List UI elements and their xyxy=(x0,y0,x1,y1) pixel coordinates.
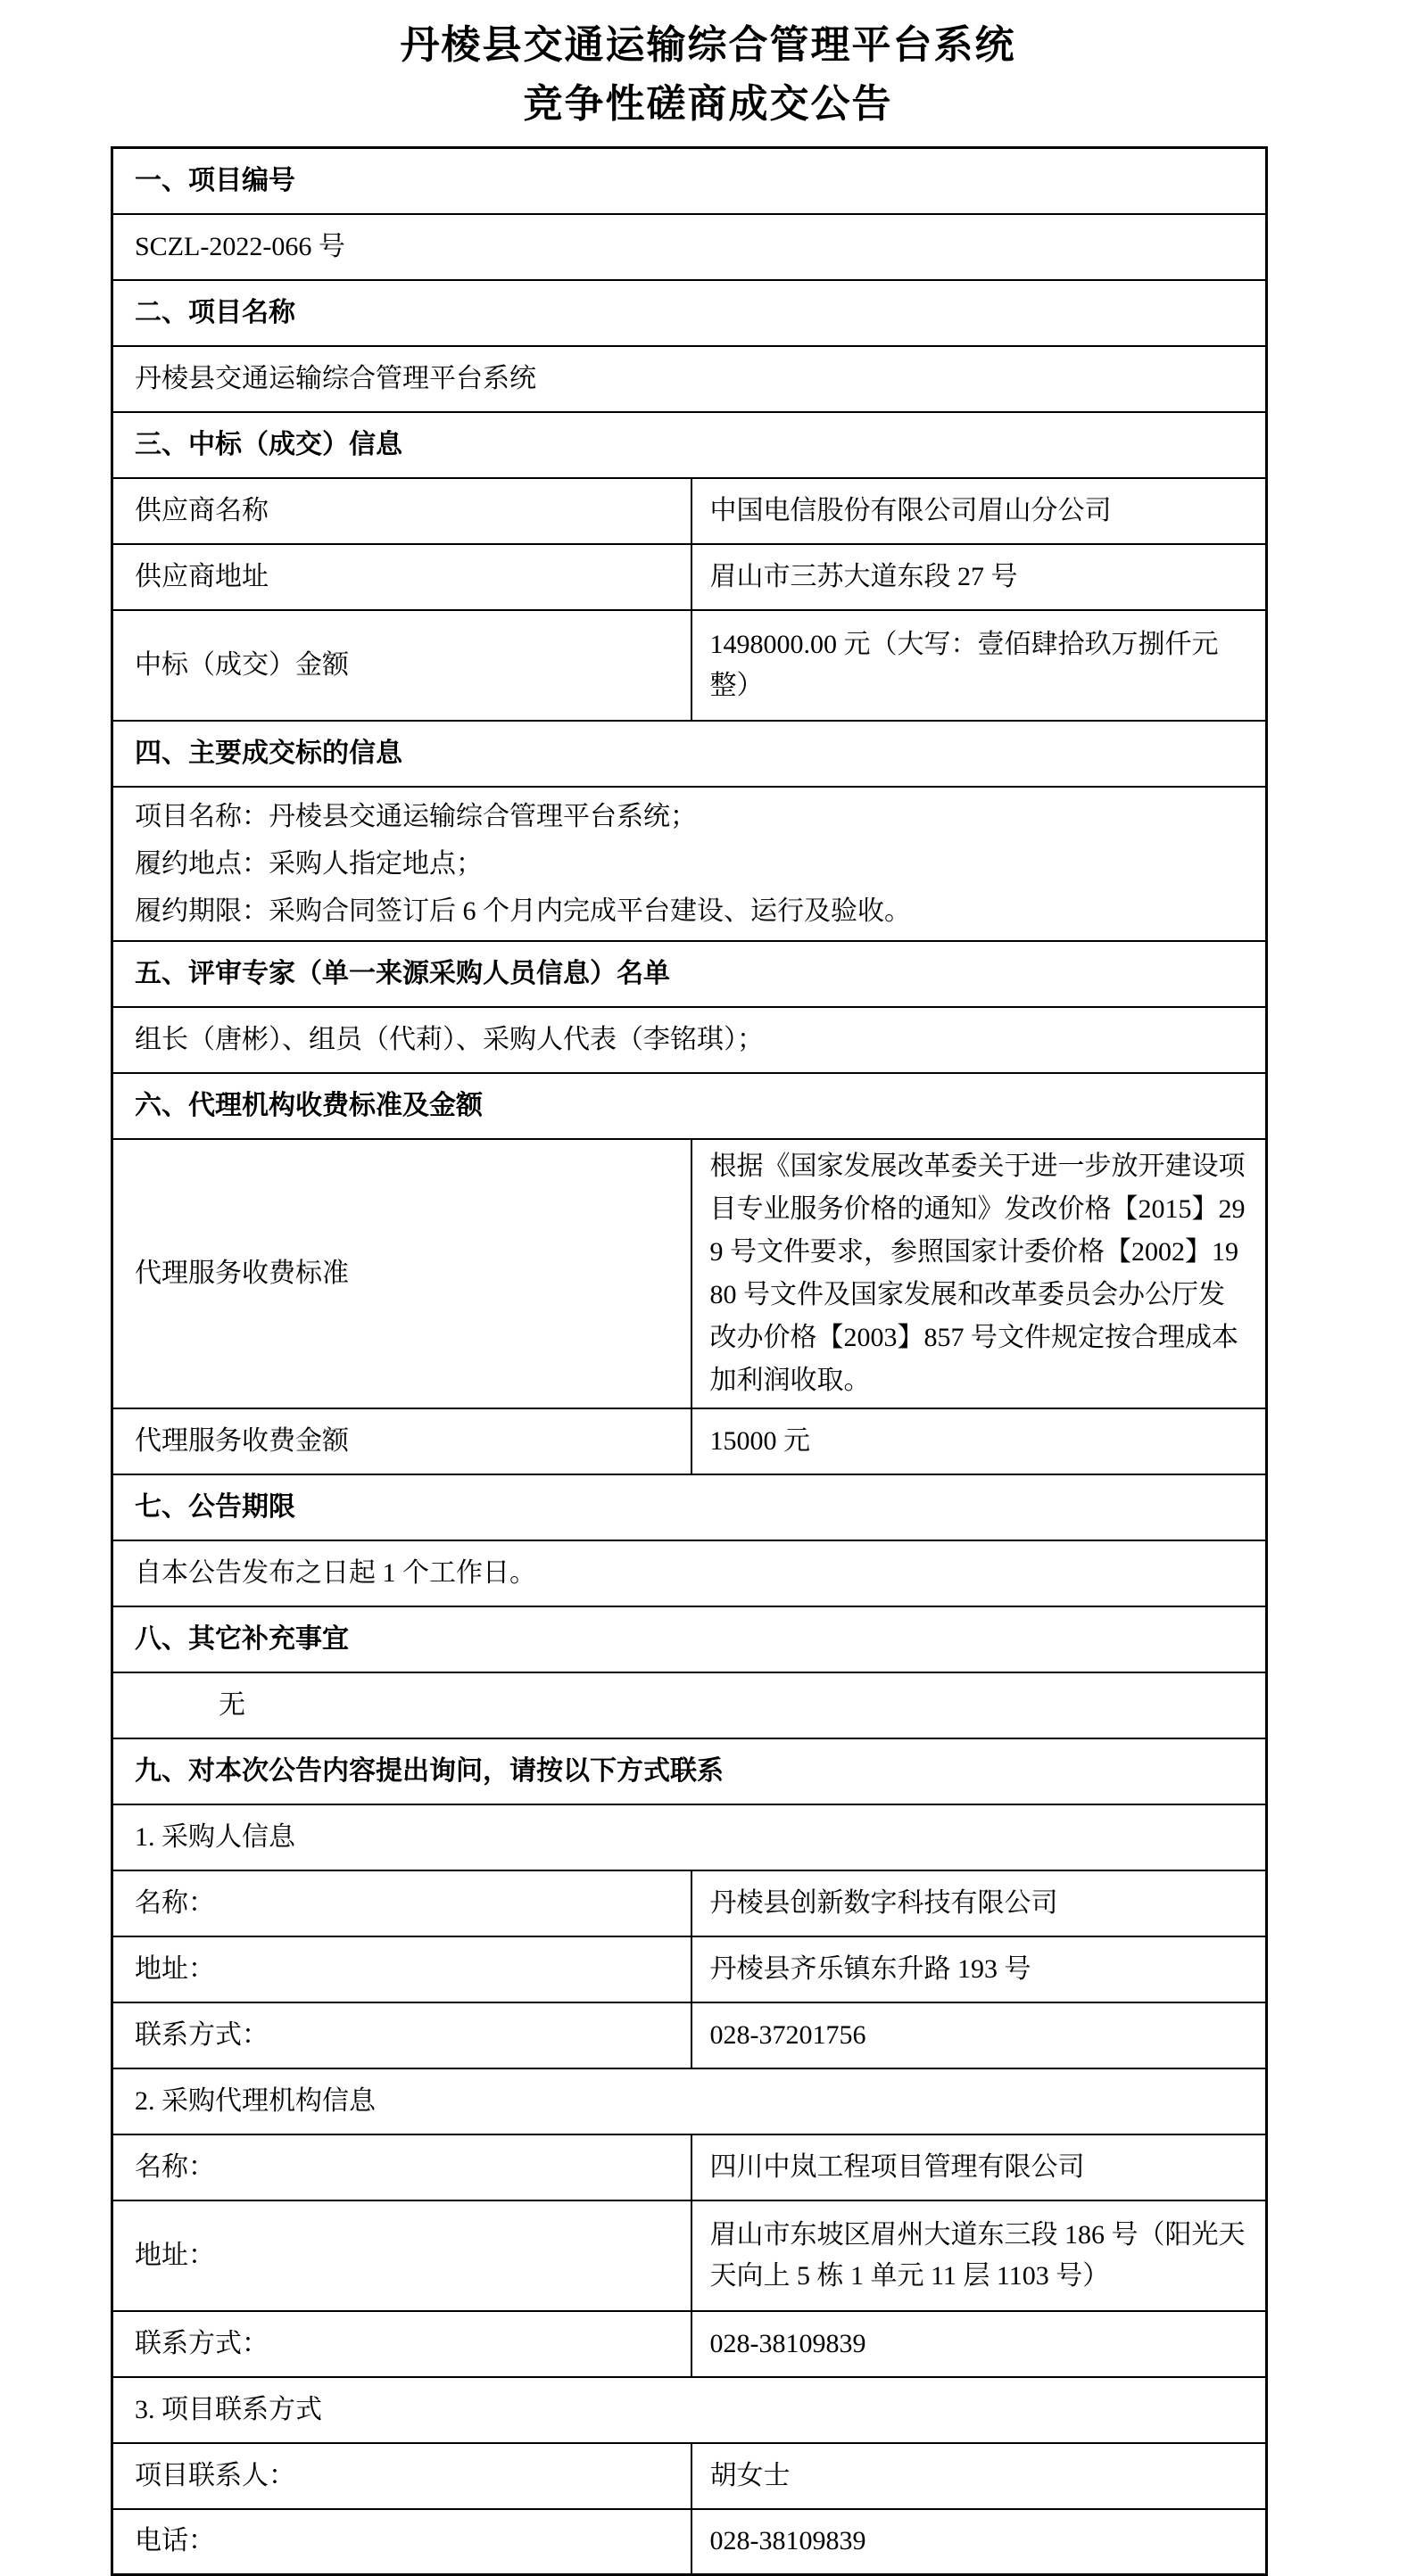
text-row xyxy=(112,1804,1267,1870)
section-header-cell: 五、评审专家（单一来源采购人员信息）名单 xyxy=(112,941,1267,1007)
field-label-cell: 名称： xyxy=(112,1870,691,1936)
pair-row xyxy=(112,2002,1267,2068)
section-header-cell: 六、代理机构收费标准及金额 xyxy=(112,1073,1267,1139)
document-title-line1: 丹棱县交通运输综合管理平台系统 xyxy=(400,23,1016,67)
pair-row xyxy=(112,1408,1267,1474)
section-row xyxy=(112,148,1267,214)
text-cell: SCZL-2022-066 号 xyxy=(112,214,1267,280)
field-label-cell: 项目联系人： xyxy=(112,2443,691,2509)
section-header-cell: 二、项目名称 xyxy=(112,280,1267,346)
announcement-table-body xyxy=(112,148,1267,2575)
field-value-cell: 028-37201756 xyxy=(691,2002,1267,2068)
section-row xyxy=(112,1738,1267,1804)
field-value-cell: 丹棱县创新数字科技有限公司 xyxy=(691,1870,1267,1936)
field-value-cell: 根据《国家发展改革委关于进一步放开建设项目专业服务价格的通知》发改价格【2015】299 号文件要求，参照国家计委价格【2002】1980 号文件及国家发展和改革委员会办公厅发改办价格【2003】857 号文件规定按合理成本加利润收取。 xyxy=(691,1139,1267,1408)
field-label-cell: 代理服务收费标准 xyxy=(112,1139,691,1408)
section-row xyxy=(112,721,1267,787)
multiline-text-cell xyxy=(112,787,1267,941)
field-value-cell: 028-38109839 xyxy=(691,2509,1267,2575)
field-value-cell: 眉山市三苏大道东段 27 号 xyxy=(691,544,1267,610)
text-cell: 1. 采购人信息 xyxy=(112,1804,1267,1870)
section-row xyxy=(112,941,1267,1007)
section-row xyxy=(112,1606,1267,1672)
text-line: 履约期限：采购合同签订后 6 个月内完成平台建设、运行及验收。 xyxy=(135,896,911,926)
section-header-cell: 三、中标（成交）信息 xyxy=(112,412,1267,478)
multiline-row xyxy=(112,787,1267,941)
text-cell: 组长（唐彬）、组员（代莉）、采购人代表（李铭琪）； xyxy=(112,1007,1267,1073)
section-row xyxy=(112,280,1267,346)
text-row xyxy=(112,346,1267,412)
field-value-cell: 1498000.00 元（大写：壹佰肆拾玖万捌仟元整） xyxy=(691,610,1267,721)
pair-row xyxy=(112,2509,1267,2575)
field-value-cell: 中国电信股份有限公司眉山分公司 xyxy=(691,478,1267,544)
pair-row xyxy=(112,1139,1267,1408)
field-label-cell: 供应商名称 xyxy=(112,478,691,544)
field-value-cell: 四川中岚工程项目管理有限公司 xyxy=(691,2134,1267,2200)
document-title-line2: 竞争性磋商成交公告 xyxy=(523,82,893,126)
pair-row xyxy=(112,544,1267,610)
section-header-cell: 四、主要成交标的信息 xyxy=(112,721,1267,787)
section-header-cell: 八、其它补充事宜 xyxy=(112,1606,1267,1672)
field-label-cell: 地址： xyxy=(112,1936,691,2002)
document-title xyxy=(0,16,1416,134)
text-row xyxy=(112,1540,1267,1606)
field-label-cell: 联系方式： xyxy=(112,2311,691,2377)
text-line: 履约地点：采购人指定地点； xyxy=(135,848,483,879)
text-row xyxy=(112,1672,1267,1738)
field-label-cell: 名称： xyxy=(112,2134,691,2200)
pair-row xyxy=(112,1936,1267,2002)
field-label-cell: 地址： xyxy=(112,2200,691,2311)
field-value-cell: 眉山市东坡区眉州大道东三段 186 号（阳光天天向上 5 栋 1 单元 11 层 1103 号） xyxy=(691,2200,1267,2311)
field-value-cell: 15000 元 xyxy=(691,1408,1267,1474)
text-cell: 自本公告发布之日起 1 个工作日。 xyxy=(112,1540,1267,1606)
section-header-cell: 九、对本次公告内容提出询问，请按以下方式联系 xyxy=(112,1738,1267,1804)
pair-row xyxy=(112,2311,1267,2377)
text-cell: 3. 项目联系方式 xyxy=(112,2377,1267,2443)
section-header-cell: 一、项目编号 xyxy=(112,148,1267,214)
section-row xyxy=(112,412,1267,478)
field-value-cell: 胡女士 xyxy=(691,2443,1267,2509)
pair-row xyxy=(112,610,1267,721)
pair-row xyxy=(112,2443,1267,2509)
text-cell: 丹棱县交通运输综合管理平台系统 xyxy=(112,346,1267,412)
field-label-cell: 供应商地址 xyxy=(112,544,691,610)
field-label-cell: 代理服务收费金额 xyxy=(112,1408,691,1474)
section-row xyxy=(112,1474,1267,1540)
text-row xyxy=(112,2068,1267,2134)
pair-row xyxy=(112,2134,1267,2200)
pair-row xyxy=(112,478,1267,544)
pair-row xyxy=(112,1870,1267,1936)
pair-row xyxy=(112,2200,1267,2311)
field-value-cell: 丹棱县齐乐镇东升路 193 号 xyxy=(691,1936,1267,2002)
field-label-cell: 中标（成交）金额 xyxy=(112,610,691,721)
text-row xyxy=(112,2377,1267,2443)
field-label-cell: 电话： xyxy=(112,2509,691,2575)
section-row xyxy=(112,1073,1267,1139)
text-line: 项目名称：丹棱县交通运输综合管理平台系统； xyxy=(135,801,697,831)
text-cell: 2. 采购代理机构信息 xyxy=(112,2068,1267,2134)
section-header-cell: 七、公告期限 xyxy=(112,1474,1267,1540)
announcement-table xyxy=(111,146,1268,2576)
text-cell: 无 xyxy=(112,1672,1267,1738)
field-label-cell: 联系方式： xyxy=(112,2002,691,2068)
text-row xyxy=(112,1007,1267,1073)
field-value-cell: 028-38109839 xyxy=(691,2311,1267,2377)
text-row xyxy=(112,214,1267,280)
